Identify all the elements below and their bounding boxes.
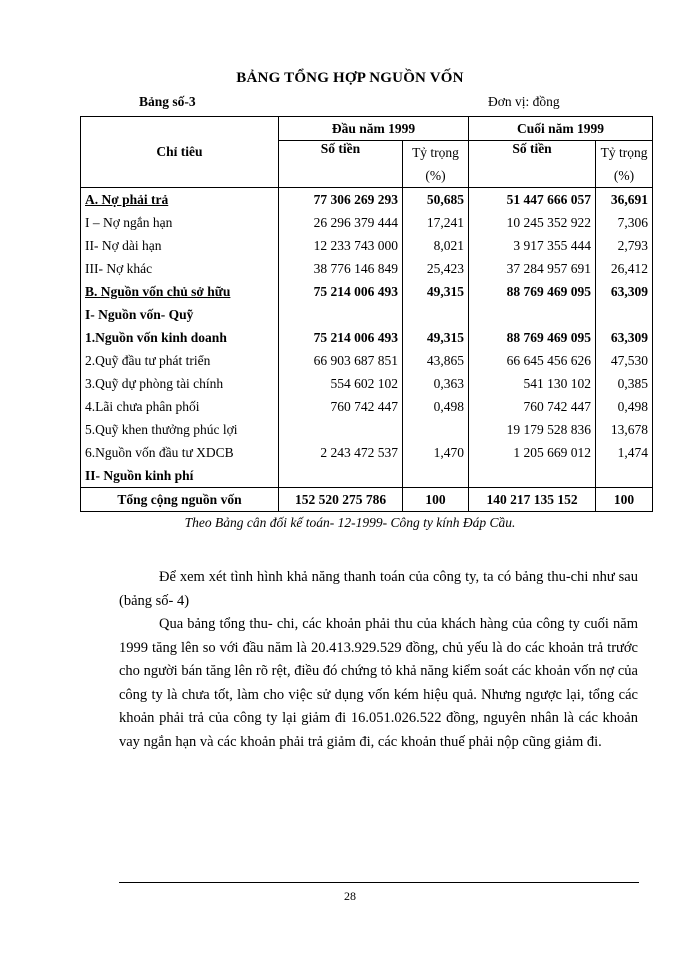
cell-amount-end <box>469 303 596 326</box>
table-row <box>81 257 653 280</box>
table-body <box>81 188 653 488</box>
cell-amount-end: 760 742 447 <box>469 395 596 418</box>
cell-amount-start: 66 903 687 851 <box>279 349 403 372</box>
cell-amount-start: 75 214 006 493 <box>279 326 403 349</box>
cell-amount-start: 554 602 102 <box>279 372 403 395</box>
header-percent-start: (%) <box>403 164 469 188</box>
cell-amount-end: 37 284 957 691 <box>469 257 596 280</box>
cell-ratio-start: 49,315 <box>403 280 469 303</box>
table-row <box>81 234 653 257</box>
cell-ratio-start: 100 <box>403 488 469 512</box>
header-ratio-end: Tỷ trọng <box>596 141 653 165</box>
cell-ratio-start: 50,685 <box>403 188 469 212</box>
cell-amount-start: 75 214 006 493 <box>279 280 403 303</box>
table-row <box>81 464 653 488</box>
cell-ratio-end: 2,793 <box>596 234 653 257</box>
cell-amount-start: 38 776 146 849 <box>279 257 403 280</box>
cell-ratio-end: 0,385 <box>596 372 653 395</box>
header-item: Chỉ tiêu <box>81 117 279 188</box>
page-number: 28 <box>344 889 356 903</box>
cell-ratio-start <box>403 464 469 488</box>
cell-label: I – Nợ ngắn hạn <box>81 211 279 234</box>
cell-amount-start: 77 306 269 293 <box>279 188 403 212</box>
cell-ratio-end: 63,309 <box>596 280 653 303</box>
cell-label: 3.Quỹ dự phòng tài chính <box>81 372 279 395</box>
cell-ratio-end: 13,678 <box>596 418 653 441</box>
table-row <box>81 441 653 464</box>
cell-amount-start: 152 520 275 786 <box>279 488 403 512</box>
cell-label: 1.Nguồn vốn kinh doanh <box>81 326 279 349</box>
cell-amount-end: 51 447 666 057 <box>469 188 596 212</box>
header-percent-end: (%) <box>596 164 653 188</box>
cell-label: I- Nguồn vốn- Quỹ <box>81 303 279 326</box>
table-row <box>81 280 653 303</box>
cell-ratio-start: 0,363 <box>403 372 469 395</box>
cell-label: Tổng cộng nguồn vốn <box>81 488 279 512</box>
table-row <box>81 188 653 212</box>
header-period-end: Cuối năm 1999 <box>469 117 653 141</box>
cell-ratio-end <box>596 464 653 488</box>
header-amount-end: Số tiền <box>469 141 596 165</box>
cell-ratio-end: 100 <box>596 488 653 512</box>
cell-amount-start: 12 233 743 000 <box>279 234 403 257</box>
cell-label: 2.Quỹ đầu tư phát triển <box>81 349 279 372</box>
cell-label <box>81 188 279 212</box>
cell-label: 5.Quỹ khen thưởng phúc lợi <box>81 418 279 441</box>
cell-amount-end <box>469 464 596 488</box>
cell-amount-end: 3 917 355 444 <box>469 234 596 257</box>
cell-ratio-start: 1,470 <box>403 441 469 464</box>
cell-ratio-start: 49,315 <box>403 326 469 349</box>
cell-ratio-start <box>403 418 469 441</box>
cell-amount-end: 140 217 135 152 <box>469 488 596 512</box>
cell-ratio-start <box>403 303 469 326</box>
cell-label <box>81 280 279 303</box>
table-source-caption: Theo Bảng cân đối kế toán- 12-1999- Công ty kính Đáp Cầu. <box>184 515 516 530</box>
table-row <box>81 372 653 395</box>
cell-ratio-start: 0,498 <box>403 395 469 418</box>
cell-amount-start <box>279 464 403 488</box>
footer-divider <box>119 882 639 883</box>
cell-ratio-end: 47,530 <box>596 349 653 372</box>
page-title: BẢNG TỔNG HỢP NGUỒN VỐN <box>236 70 464 86</box>
cell-ratio-end: 7,306 <box>596 211 653 234</box>
cell-amount-end: 19 179 528 836 <box>469 418 596 441</box>
cell-label: II- Nguồn kinh phí <box>81 464 279 488</box>
cell-amount-start <box>279 418 403 441</box>
cell-ratio-end: 0,498 <box>596 395 653 418</box>
unit-label: Đơn vị: đồng <box>488 94 560 109</box>
table-row <box>81 418 653 441</box>
cell-ratio-end: 63,309 <box>596 326 653 349</box>
cell-ratio-start: 8,021 <box>403 234 469 257</box>
cell-amount-end: 88 769 469 095 <box>469 280 596 303</box>
paragraph-1: Để xem xét tình hình khả năng thanh toán của công ty, ta có bảng thu-chi như sau (bảng số- 4) <box>119 569 638 609</box>
cell-amount-end: 541 130 102 <box>469 372 596 395</box>
cell-amount-start: 760 742 447 <box>279 395 403 418</box>
total-row <box>81 488 653 512</box>
paragraph-2: Qua bảng tổng thu- chi, các khoản phải thu của khách hàng của công ty cuối năm 1999 tăng lên so với đầu năm là 20.413.929.529 đồng, chủ yếu là do các khoản trả trước cho người bán tăng lên rõ rệt, điều đó chứng tỏ khả năng kiểm soát các khoản vốn nợ của công ty là chưa tốt, làm cho việc sử dụng vốn kém hiệu quả. Nhưng ngược lại, tổng các khoản phải trả của công ty lại giảm đi 16.051.026.522 đồng, nguyên nhân là các khoản vay ngắn hạn và các khoản phải trả giảm đi, các khoản thuế phải nộp cũng giảm đi. <box>119 616 638 750</box>
cell-label: 4.Lãi chưa phân phối <box>81 395 279 418</box>
cell-ratio-end: 26,412 <box>596 257 653 280</box>
cell-ratio-end: 1,474 <box>596 441 653 464</box>
table-row <box>81 349 653 372</box>
table-row <box>81 211 653 234</box>
cell-amount-start: 2 243 472 537 <box>279 441 403 464</box>
cell-ratio-end: 36,691 <box>596 188 653 212</box>
cell-amount-start: 26 296 379 444 <box>279 211 403 234</box>
header-ratio-start: Tỷ trọng <box>403 141 469 165</box>
header-period-start: Đầu năm 1999 <box>279 117 469 141</box>
cell-amount-end: 1 205 669 012 <box>469 441 596 464</box>
table-row <box>81 303 653 326</box>
cell-ratio-start: 17,241 <box>403 211 469 234</box>
cell-label: II- Nợ dài hạn <box>81 234 279 257</box>
cell-amount-end: 88 769 469 095 <box>469 326 596 349</box>
cell-amount-end: 66 645 456 626 <box>469 349 596 372</box>
cell-label: 6.Nguồn vốn đầu tư XDCB <box>81 441 279 464</box>
cell-ratio-end <box>596 303 653 326</box>
table-row <box>81 395 653 418</box>
header-amount-start: Số tiền <box>279 141 403 165</box>
table-row <box>81 326 653 349</box>
funding-sources-table <box>80 116 653 512</box>
section-heading: A. Nợ phải trả <box>85 191 169 207</box>
cell-label: III- Nợ khác <box>81 257 279 280</box>
section-heading: B. Nguồn vốn chủ sở hữu <box>85 283 231 299</box>
cell-ratio-start: 25,423 <box>403 257 469 280</box>
table-number: Bảng số-3 <box>139 94 196 109</box>
cell-amount-end: 10 245 352 922 <box>469 211 596 234</box>
cell-ratio-start: 43,865 <box>403 349 469 372</box>
cell-amount-start <box>279 303 403 326</box>
